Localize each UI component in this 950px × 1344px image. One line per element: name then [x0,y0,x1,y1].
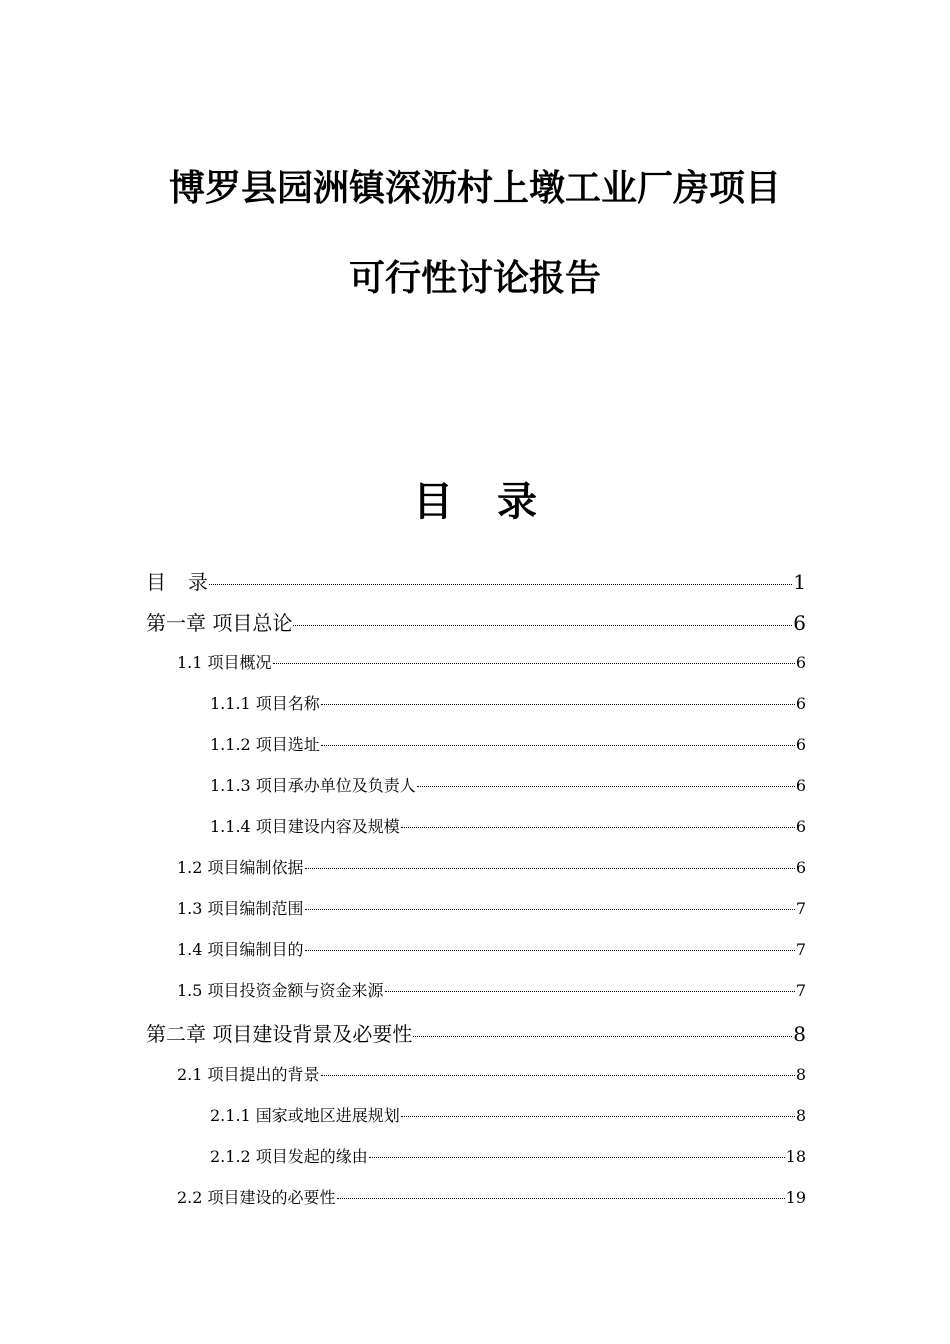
toc-dot-leader [385,990,795,992]
toc-entry-label: 2.2 项目建设的必要性 [177,1188,336,1207]
toc-dot-leader [305,949,795,951]
toc-entry-label: 第二章 项目建设背景及必要性 [146,1022,413,1046]
toc-entry-label: 第一章 项目总论 [146,611,293,635]
toc-entry-label: 1.2 项目编制依据 [177,858,304,877]
toc-entry-1-3[interactable] [177,896,806,926]
toc-dot-leader [321,744,795,746]
toc-entry-label: 2.1.1 国家或地区进展规划 [210,1106,400,1125]
toc-entry-page: 7 [795,940,806,959]
document-title-line-1: 博罗县园洲镇深沥村上墩工业厂房项目 [168,168,781,209]
toc-heading [0,470,950,527]
toc-entry-page: 7 [795,981,806,1000]
toc-entry-page: 6 [795,694,806,713]
toc-entry-page: 8 [793,1022,806,1046]
toc-entry-2-1-2[interactable] [210,1144,806,1174]
toc-entry-contents[interactable] [146,566,806,596]
toc-entry-page: 19 [785,1188,806,1207]
toc-entry-page: 1 [793,570,806,594]
toc-entry-chapter-2[interactable] [146,1018,806,1048]
toc-dot-leader [369,1156,785,1158]
toc-dot-leader [413,1035,792,1037]
toc-entry-1-1-3[interactable] [210,773,806,803]
toc-dot-leader [417,785,795,787]
toc-dot-leader [321,703,795,705]
toc-entry-label: 1.1.3 项目承办单位及负责人 [210,776,416,795]
toc-dot-leader [321,1074,795,1076]
toc-entry-1-4[interactable] [177,937,806,967]
toc-entry-label: 1.4 项目编制目的 [177,940,304,959]
toc-entry-page: 6 [795,776,806,795]
toc-heading-char-1: 目 [413,479,453,525]
toc-entry-1-1-1[interactable] [210,691,806,721]
toc-dot-leader [401,1115,795,1117]
toc-entry-page: 18 [785,1147,806,1166]
toc-entry-label: 1.1.2 项目选址 [210,735,320,754]
toc-entry-1-1-2[interactable] [210,732,806,762]
toc-entry-page: 6 [795,653,806,672]
toc-entry-chapter-1[interactable] [146,607,806,637]
toc-dot-leader [337,1197,785,1199]
toc-dot-leader [305,908,795,910]
toc-entry-label: 1.1.1 项目名称 [210,694,320,713]
toc-heading-char-2: 录 [497,479,537,525]
toc-entry-label: 1.1.4 项目建设内容及规模 [210,817,400,836]
toc-entry-page: 6 [795,735,806,754]
toc-entry-2-2[interactable] [177,1185,806,1215]
document-title-line-2: 可行性讨论报告 [348,258,601,299]
toc-dot-leader [273,662,795,664]
toc-entry-page: 6 [795,858,806,877]
toc-entry-page: 8 [795,1065,806,1084]
toc-dot-leader [293,624,792,626]
toc-dot-leader [209,583,792,585]
toc-entry-1-1-4[interactable] [210,814,806,844]
toc-dot-leader [305,867,795,869]
toc-entry-label: 2.1.2 项目发起的缘由 [210,1147,368,1166]
toc-entry-page: 6 [795,817,806,836]
toc-entry-label: 1.3 项目编制范围 [177,899,304,918]
toc-entry-1-2[interactable] [177,855,806,885]
toc-entry-1-1[interactable] [177,650,806,680]
toc-dot-leader [401,826,795,828]
toc-entry-1-5[interactable] [177,978,806,1008]
toc-entry-page: 8 [795,1106,806,1125]
toc-entry-page: 6 [793,611,806,635]
toc-entry-label: 2.1 项目提出的背景 [177,1065,320,1084]
toc-entry-label: 目 录 [146,570,208,594]
toc-entry-page: 7 [795,899,806,918]
toc-entry-2-1[interactable] [177,1062,806,1092]
toc-entry-label: 1.5 项目投资金额与资金来源 [177,981,384,1000]
toc-entry-label: 1.1 项目概况 [177,653,272,672]
toc-entry-2-1-1[interactable] [210,1103,806,1133]
